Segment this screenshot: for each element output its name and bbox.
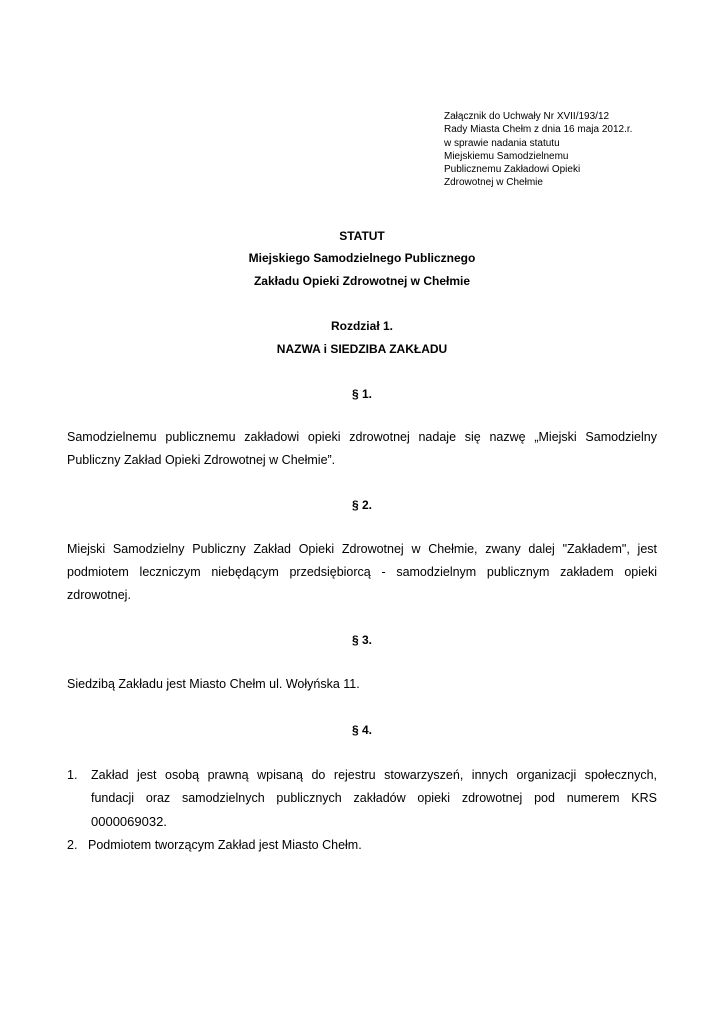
title-line-1: Miejskiego Samodzielnego Publicznego [248,251,476,265]
section-3-text [67,673,657,696]
text-line: Podmiotem tworzącym Zakład jest Miasto Chełm. [88,838,362,852]
annex-note [444,110,654,190]
title-line-2: Zakładu Opieki Zdrowotnej w Chełmie [253,274,471,288]
text-line: 0000069032. [91,814,167,829]
section-mark: § 1. [351,387,372,401]
section-4-list [67,764,657,857]
text-line: Siedzibą Zakładu jest Miasto Chełm ul. Wołyńska 11. [67,677,360,691]
section-mark: § 3. [351,633,372,647]
text-line: Publiczny Zakład Opieki Zdrowotnej w Chełmie”. [67,453,336,467]
text-line: Miejski Samodzielny Publiczny Zakład Opieki Zdrowotnej w Chełmie, zwany dalej "Zakładem", jest [67,542,657,556]
annex-line: Rady Miasta Chełm z dnia 16 maja 2012.r. [444,124,633,136]
list-number: 2. [67,838,78,852]
annex-line: Zdrowotnej w Chełmie [444,177,543,189]
annex-line: Miejskiemu Samodzielnemu [444,150,569,162]
list-number: 1. [67,768,78,782]
document-title: STATUT [339,229,385,243]
text-line: podmiotem leczniczym niebędącym przedsiębiorcą - samodzielnym publicznym zakładem opieki [67,565,657,579]
chapter-name: NAZWA i SIEDZIBA ZAKŁADU [276,342,448,356]
text-line: fundacji oraz samodzielnych publicznych zakładów opieki zdrowotnej pod numerem KRS [91,791,657,805]
section-1-text [67,426,657,472]
section-2-text [67,538,657,607]
text-line: zdrowotnej. [67,588,131,602]
list-item [67,764,657,834]
section-mark: § 4. [351,723,372,737]
chapter-number: Rozdział 1. [330,319,393,333]
text-line: Samodzielnemu publicznemu zakładowi opieki zdrowotnej nadaje się nazwę „Miejski Samodzielny [67,430,657,444]
list-item [67,834,657,857]
annex-line: Załącznik do Uchwały Nr XVII/193/12 [444,111,610,122]
text-line: Zakład jest osobą prawną wpisaną do rejestru stowarzyszeń, innych organizacji społecznych, [91,768,657,782]
section-mark: § 2. [351,498,372,512]
annex-line: Publicznemu Zakładowi Opieki [444,164,581,176]
annex-line: w sprawie nadania statutu [444,137,560,149]
